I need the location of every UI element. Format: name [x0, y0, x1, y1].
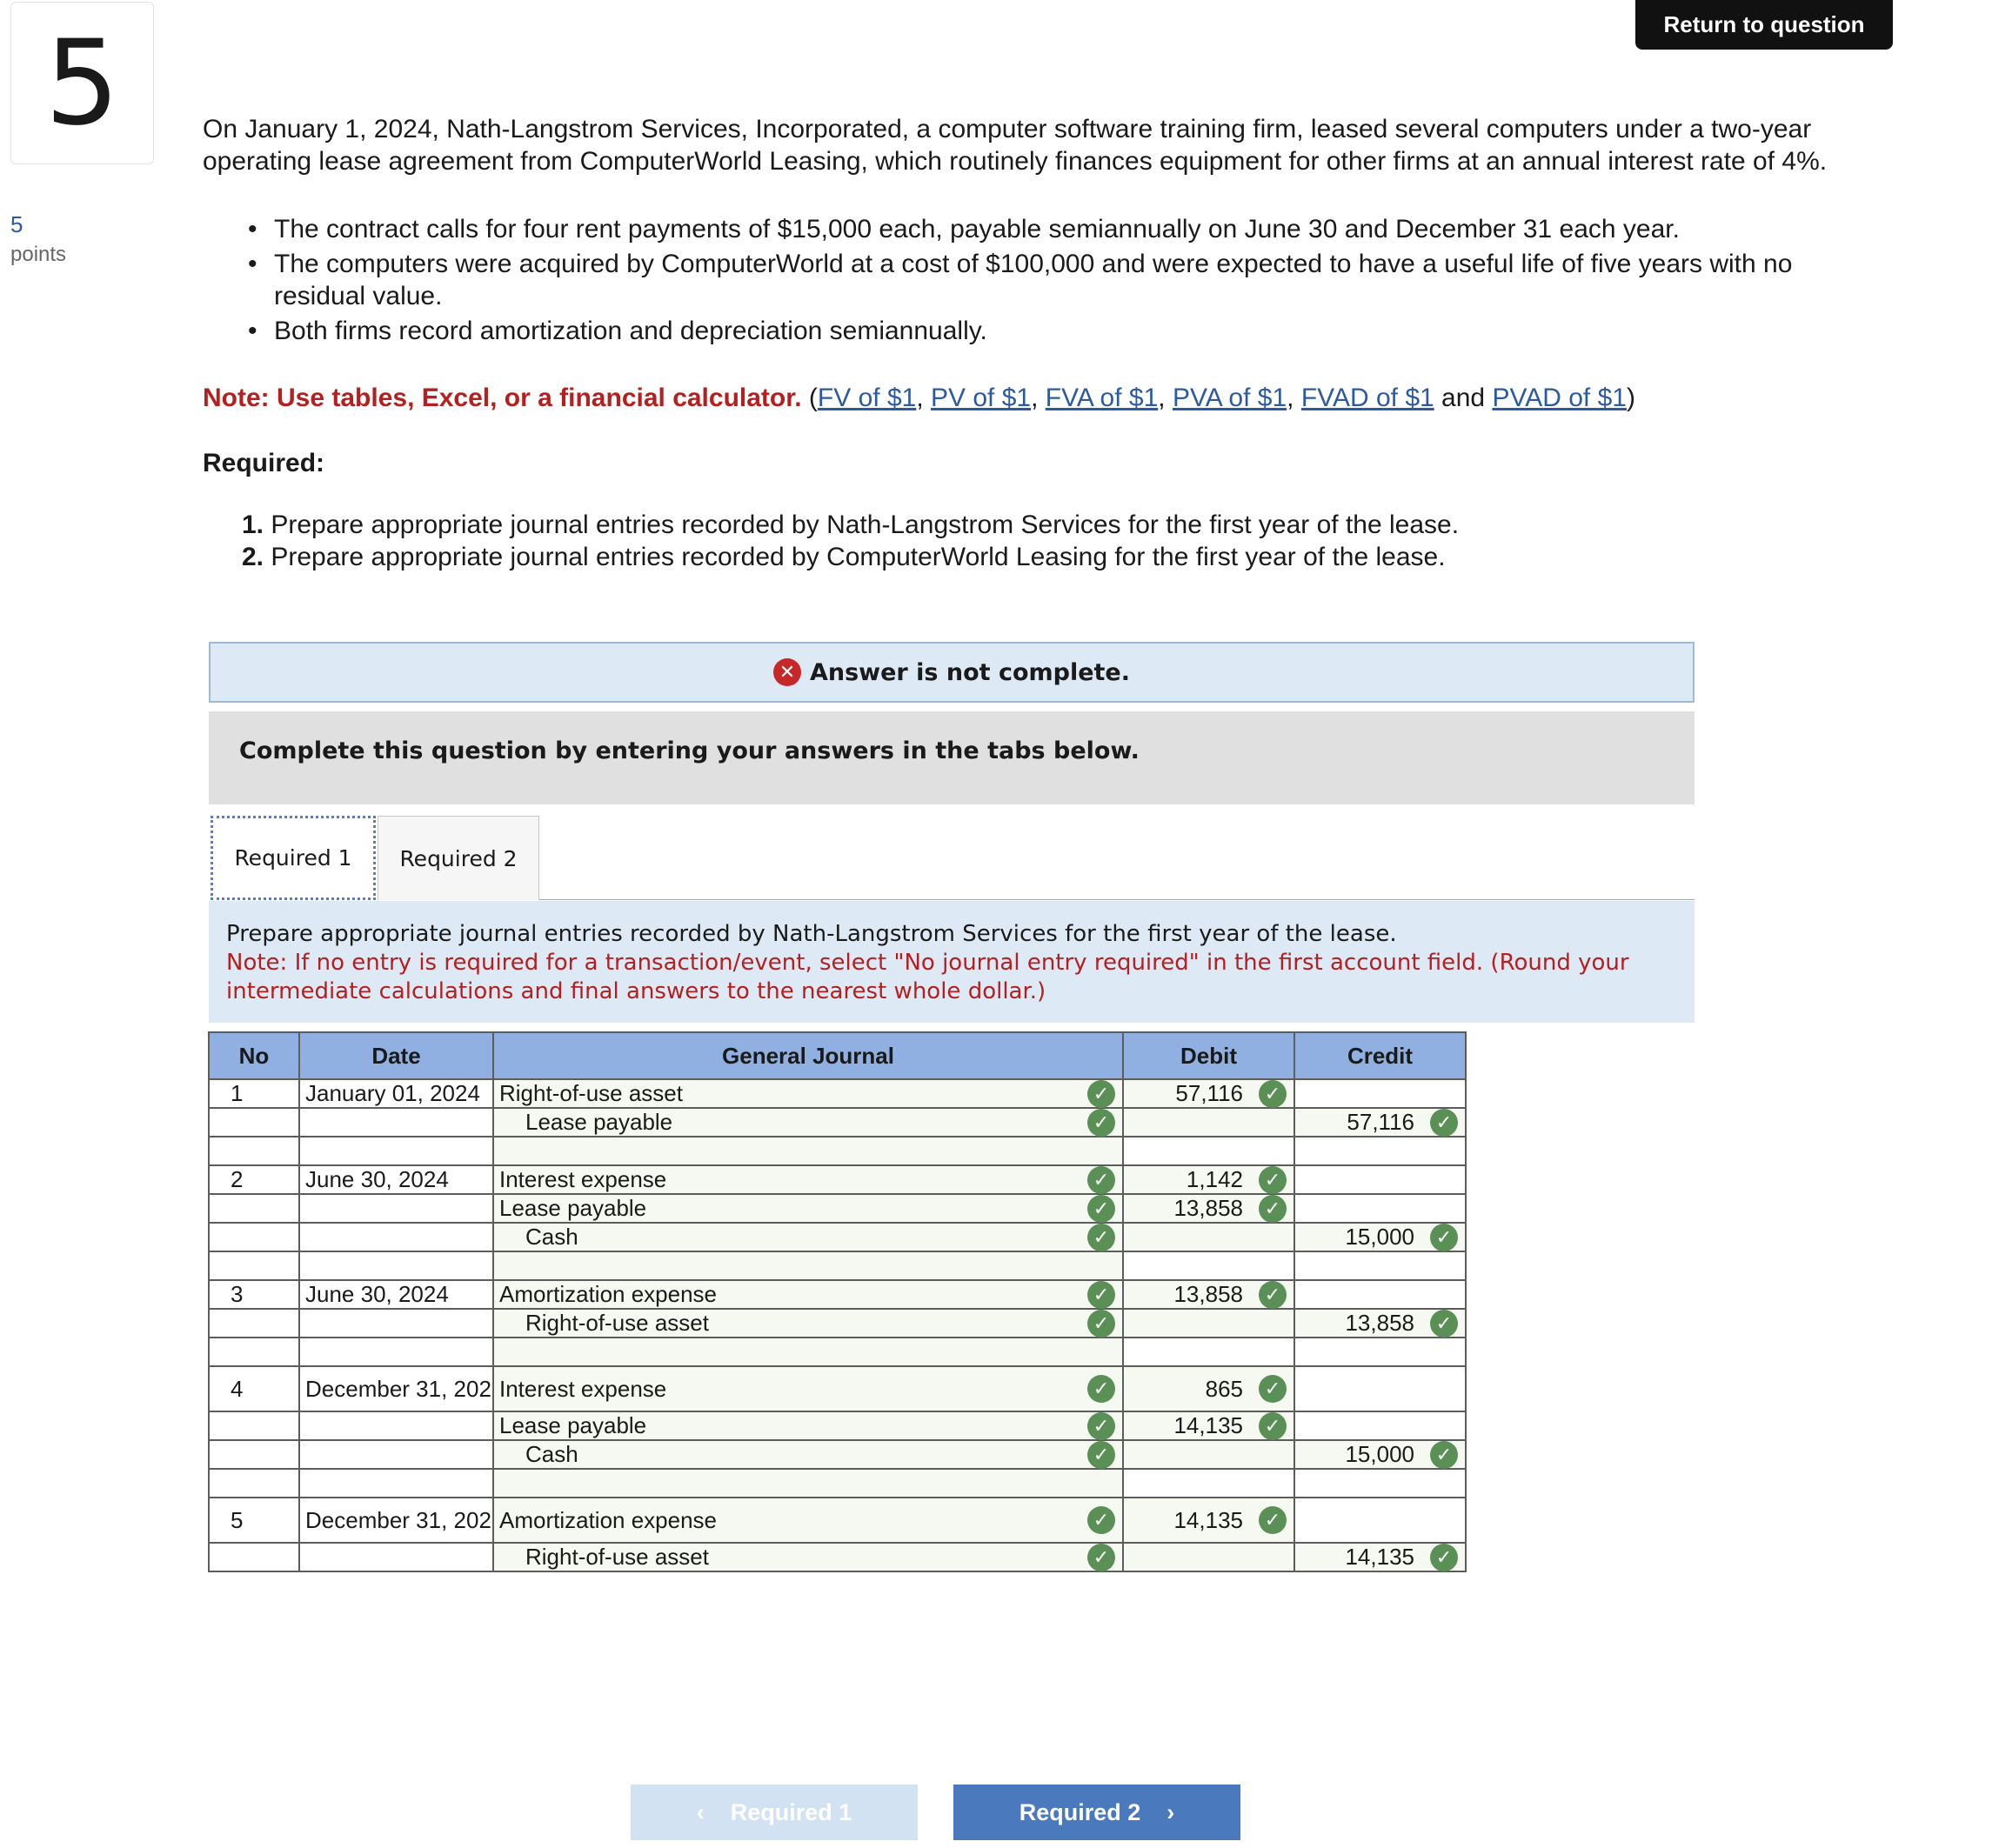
debit-cell[interactable]: [1123, 1194, 1294, 1223]
table-row: [209, 1165, 1466, 1194]
date-cell-text: June 30, 2024: [305, 1166, 449, 1192]
col-header-debit: Debit: [1123, 1032, 1294, 1079]
date-cell[interactable]: [299, 1338, 493, 1366]
link-fv[interactable]: FV of $1: [817, 384, 917, 412]
account-cell[interactable]: [493, 1108, 1123, 1137]
correct-check-icon: ✓: [1430, 1441, 1458, 1469]
tab-required-1[interactable]: Required 1: [211, 816, 376, 900]
account-cell-text: Interest expense: [499, 1166, 667, 1192]
journal-body: [209, 1079, 1466, 1571]
debit-cell-text: 14,135: [1173, 1412, 1243, 1438]
table-header-row: [209, 1032, 1466, 1079]
date-cell[interactable]: [299, 1108, 493, 1137]
debit-cell[interactable]: [1123, 1280, 1294, 1309]
date-cell[interactable]: [299, 1366, 493, 1411]
credit-cell[interactable]: [1294, 1251, 1466, 1280]
account-cell[interactable]: [493, 1440, 1123, 1469]
debit-cell-text: 14,135: [1173, 1506, 1243, 1533]
entry-number-cell: [209, 1469, 299, 1498]
requirement-text: Prepare appropriate journal entries recorded by Nath-Langstrom Services for the first year of the lease.: [271, 510, 1460, 539]
entry-number-cell: [209, 1411, 299, 1440]
table-row: [209, 1108, 1466, 1137]
table-row: [209, 1469, 1466, 1498]
date-cell-text: December 31, 202: [305, 1506, 491, 1533]
credit-cell[interactable]: [1294, 1366, 1466, 1411]
chevron-right-icon: ›: [1166, 1798, 1175, 1825]
date-cell-text: June 30, 2024: [305, 1281, 449, 1307]
required-heading: Required:: [203, 449, 325, 477]
correct-check-icon: ✓: [1087, 1281, 1115, 1309]
debit-cell[interactable]: [1123, 1498, 1294, 1543]
credit-cell-text: 14,135: [1345, 1544, 1414, 1570]
date-cell[interactable]: [299, 1165, 493, 1194]
date-cell-text: December 31, 202: [305, 1375, 491, 1402]
correct-check-icon: ✓: [1087, 1109, 1115, 1137]
entry-number-cell: [209, 1280, 299, 1309]
credit-cell-text: 15,000: [1345, 1441, 1414, 1467]
credit-cell[interactable]: [1294, 1223, 1466, 1251]
debit-cell-text: 13,858: [1173, 1195, 1243, 1221]
account-cell[interactable]: [493, 1165, 1123, 1194]
correct-check-icon: ✓: [1087, 1166, 1115, 1194]
credit-cell-text: 57,116: [1347, 1109, 1414, 1135]
debit-cell[interactable]: [1123, 1165, 1294, 1194]
requirement-item: [242, 541, 1855, 573]
correct-check-icon: ✓: [1087, 1441, 1115, 1469]
tables-note: Note: Use tables, Excel, or a financial calculator. (FV of $1, PV of $1, FVA of $1, PVA of $1, FVAD of $1 and PVAD of $1): [203, 384, 1635, 412]
credit-cell[interactable]: [1294, 1411, 1466, 1440]
debit-cell[interactable]: [1123, 1543, 1294, 1571]
problem-intro: On January 1, 2024, Nath-Langstrom Services, Incorporated, a computer software training firm, leased several computers under a two-year operating lease agreement from ComputerWorld Leasing, which routinely finances equipment for other firms at an annual interest rate of 4%.: [203, 115, 1828, 176]
table-row: [209, 1498, 1466, 1543]
account-cell[interactable]: [493, 1280, 1123, 1309]
debit-cell[interactable]: [1123, 1079, 1294, 1108]
account-cell[interactable]: [493, 1366, 1123, 1411]
problem-content: [203, 113, 1855, 573]
date-cell-text: January 01, 2024: [305, 1080, 480, 1106]
entry-number-cell: [209, 1108, 299, 1137]
correct-check-icon: ✓: [1087, 1195, 1115, 1223]
debit-cell[interactable]: [1123, 1223, 1294, 1251]
account-cell-text: Right-of-use asset: [499, 1080, 683, 1106]
credit-cell[interactable]: [1294, 1338, 1466, 1366]
points-value: 5: [10, 211, 23, 237]
link-pv[interactable]: PV of $1: [931, 384, 1032, 412]
correct-check-icon: ✓: [1087, 1544, 1115, 1571]
date-cell[interactable]: [299, 1280, 493, 1309]
account-cell-text: Amortization expense: [499, 1506, 718, 1533]
date-cell[interactable]: [299, 1469, 493, 1498]
requirement-number: 1.: [242, 510, 264, 539]
account-cell[interactable]: [493, 1194, 1123, 1223]
and-word: and: [1441, 384, 1486, 412]
entry-number-cell-text: 2: [231, 1166, 244, 1192]
debit-cell[interactable]: [1123, 1469, 1294, 1498]
correct-check-icon: ✓: [1259, 1281, 1287, 1309]
date-cell[interactable]: [299, 1411, 493, 1440]
return-to-question-button[interactable]: Return to question: [1635, 0, 1893, 50]
account-cell-text: Cash: [525, 1224, 578, 1250]
debit-cell-text: 1,142: [1186, 1166, 1243, 1192]
entry-number-cell: [209, 1440, 299, 1469]
next-required-button[interactable]: [953, 1785, 1240, 1840]
correct-check-icon: ✓: [1259, 1375, 1287, 1403]
debit-cell[interactable]: [1123, 1411, 1294, 1440]
correct-check-icon: ✓: [1087, 1080, 1115, 1108]
debit-cell[interactable]: [1123, 1338, 1294, 1366]
link-pvad[interactable]: PVAD of $1: [1492, 384, 1627, 412]
entry-number-cell: [209, 1543, 299, 1571]
debit-cell[interactable]: [1123, 1108, 1294, 1137]
account-cell-text: Lease payable: [499, 1195, 647, 1221]
correct-check-icon: ✓: [1430, 1224, 1458, 1251]
date-cell[interactable]: [299, 1498, 493, 1543]
account-cell-text: Lease payable: [525, 1109, 673, 1135]
problem-bullets: [203, 213, 1855, 347]
bullet-item: • The computers were acquired by ComputerWorld at a cost of $100,000 and were expected to have a useful life of five years with no residual value.: [274, 248, 1855, 312]
account-cell[interactable]: [493, 1251, 1123, 1280]
account-cell[interactable]: [493, 1338, 1123, 1366]
table-row: [209, 1194, 1466, 1223]
next-label: Required 2: [1019, 1798, 1141, 1825]
correct-check-icon: ✓: [1087, 1412, 1115, 1440]
credit-cell[interactable]: [1294, 1440, 1466, 1469]
table-row: [209, 1223, 1466, 1251]
points-label: points: [10, 243, 67, 266]
link-pva[interactable]: PVA of $1: [1172, 384, 1287, 412]
instructions-note: Note: If no entry is required for a transaction/event, select "No journal entry required" in the first account field. (Round your intermediate calculations and final answers to the nearest whole dollar.): [226, 950, 1629, 1004]
col-header-general-journal: General Journal: [493, 1032, 1123, 1079]
correct-check-icon: ✓: [1259, 1412, 1287, 1440]
table-row: [209, 1411, 1466, 1440]
col-header-no: No: [209, 1032, 299, 1079]
bullet-item: • The contract calls for four rent payments of $15,000 each, payable semiannually on June 30 and December 31 each year.: [274, 213, 1855, 245]
entry-number-cell-text: 5: [231, 1506, 244, 1533]
table-row: [209, 1338, 1466, 1366]
date-cell[interactable]: [299, 1194, 493, 1223]
entry-number-cell: [209, 1079, 299, 1108]
correct-check-icon: ✓: [1087, 1375, 1115, 1403]
note-label: Note: Use tables, Excel, or a financial calculator.: [203, 384, 802, 412]
table-row: [209, 1079, 1466, 1108]
date-cell[interactable]: [299, 1543, 493, 1571]
date-cell[interactable]: [299, 1223, 493, 1251]
entry-number-cell: [209, 1165, 299, 1194]
bullet-item: • Both firms record amortization and depreciation semiannually.: [274, 315, 1855, 347]
col-header-date: Date: [299, 1032, 493, 1079]
credit-cell[interactable]: [1294, 1108, 1466, 1137]
requirement-number: 2.: [242, 543, 264, 571]
credit-cell[interactable]: [1294, 1543, 1466, 1571]
complete-prompt: Complete this question by entering your answers in the tabs below.: [209, 711, 1695, 804]
entry-number-cell: [209, 1137, 299, 1165]
account-cell[interactable]: [493, 1498, 1123, 1543]
debit-cell[interactable]: [1123, 1251, 1294, 1280]
prev-label: Required 1: [730, 1798, 852, 1825]
account-cell-text: Lease payable: [499, 1412, 647, 1438]
tab-required-2[interactable]: Required 2: [378, 816, 539, 900]
table-row: [209, 1543, 1466, 1571]
question-number: 5: [10, 2, 154, 164]
correct-check-icon: ✓: [1087, 1310, 1115, 1338]
entry-number-cell: [209, 1251, 299, 1280]
credit-cell[interactable]: [1294, 1309, 1466, 1338]
credit-cell[interactable]: [1294, 1498, 1466, 1543]
table-row: [209, 1440, 1466, 1469]
col-header-credit: Credit: [1294, 1032, 1466, 1079]
entry-number-cell: [209, 1498, 299, 1543]
answer-status-banner: [209, 642, 1695, 703]
account-cell[interactable]: [493, 1543, 1123, 1571]
entry-number-cell: [209, 1194, 299, 1223]
correct-check-icon: ✓: [1259, 1166, 1287, 1194]
account-cell-text: Amortization expense: [499, 1281, 718, 1307]
account-cell-text: Right-of-use asset: [525, 1544, 709, 1570]
table-row: [209, 1251, 1466, 1280]
date-cell[interactable]: [299, 1079, 493, 1108]
date-cell[interactable]: [299, 1440, 493, 1469]
table-row: [209, 1280, 1466, 1309]
table-row: [209, 1309, 1466, 1338]
date-cell[interactable]: [299, 1137, 493, 1165]
correct-check-icon: ✓: [1430, 1310, 1458, 1338]
correct-check-icon: ✓: [1259, 1506, 1287, 1534]
debit-cell[interactable]: [1123, 1440, 1294, 1469]
account-cell-text: Interest expense: [499, 1375, 667, 1402]
debit-cell[interactable]: [1123, 1366, 1294, 1411]
answer-status-text: Answer is not complete.: [809, 658, 1131, 686]
link-fvad[interactable]: FVAD of $1: [1300, 384, 1434, 412]
requirement-item: [242, 509, 1855, 541]
debit-cell-text: 57,116: [1175, 1080, 1243, 1106]
debit-cell-text: 13,858: [1173, 1281, 1243, 1307]
correct-check-icon: ✓: [1259, 1080, 1287, 1108]
entry-number-cell: [209, 1366, 299, 1411]
credit-cell[interactable]: [1294, 1194, 1466, 1223]
account-cell[interactable]: [493, 1137, 1123, 1165]
requirements-list: [203, 509, 1855, 573]
credit-cell-text: 15,000: [1345, 1224, 1414, 1250]
account-cell[interactable]: [493, 1469, 1123, 1498]
credit-cell[interactable]: [1294, 1079, 1466, 1108]
correct-check-icon: ✓: [1430, 1544, 1458, 1571]
date-cell[interactable]: [299, 1309, 493, 1338]
tabs-divider: [539, 899, 1695, 900]
correct-check-icon: ✓: [1259, 1195, 1287, 1223]
correct-check-icon: ✓: [1087, 1224, 1115, 1251]
table-row: [209, 1366, 1466, 1411]
credit-cell[interactable]: [1294, 1469, 1466, 1498]
account-cell[interactable]: [493, 1411, 1123, 1440]
link-fva[interactable]: FVA of $1: [1045, 384, 1159, 412]
account-cell[interactable]: [493, 1079, 1123, 1108]
prev-required-button[interactable]: [631, 1785, 918, 1840]
entry-number-cell-text: 4: [231, 1375, 244, 1402]
instructions-main: Prepare appropriate journal entries recorded by Nath-Langstrom Services for the first year of the lease.: [226, 921, 1397, 947]
entry-number-cell: [209, 1309, 299, 1338]
chevron-left-icon: ‹: [696, 1798, 705, 1825]
tab-instructions: [209, 901, 1695, 1023]
credit-cell[interactable]: [1294, 1280, 1466, 1309]
entry-number-cell: [209, 1338, 299, 1366]
account-cell[interactable]: [493, 1223, 1123, 1251]
date-cell[interactable]: [299, 1251, 493, 1280]
entry-number-cell: [209, 1223, 299, 1251]
general-journal-table: [208, 1031, 1467, 1572]
debit-cell[interactable]: [1123, 1309, 1294, 1338]
account-cell-text: Right-of-use asset: [525, 1310, 709, 1336]
correct-check-icon: ✓: [1087, 1506, 1115, 1534]
credit-cell[interactable]: [1294, 1165, 1466, 1194]
error-x-icon: ✕: [773, 658, 801, 686]
correct-check-icon: ✓: [1430, 1109, 1458, 1137]
credit-cell-text: 13,858: [1345, 1310, 1414, 1336]
requirement-text: Prepare appropriate journal entries recorded by ComputerWorld Leasing for the first year of the lease.: [271, 543, 1446, 571]
account-cell[interactable]: [493, 1309, 1123, 1338]
account-cell-text: Cash: [525, 1441, 578, 1467]
debit-cell[interactable]: [1123, 1137, 1294, 1165]
credit-cell[interactable]: [1294, 1137, 1466, 1165]
entry-number-cell-text: 3: [231, 1281, 244, 1307]
entry-number-cell-text: 1: [231, 1080, 244, 1106]
debit-cell-text: 865: [1205, 1375, 1243, 1402]
table-row: [209, 1137, 1466, 1165]
